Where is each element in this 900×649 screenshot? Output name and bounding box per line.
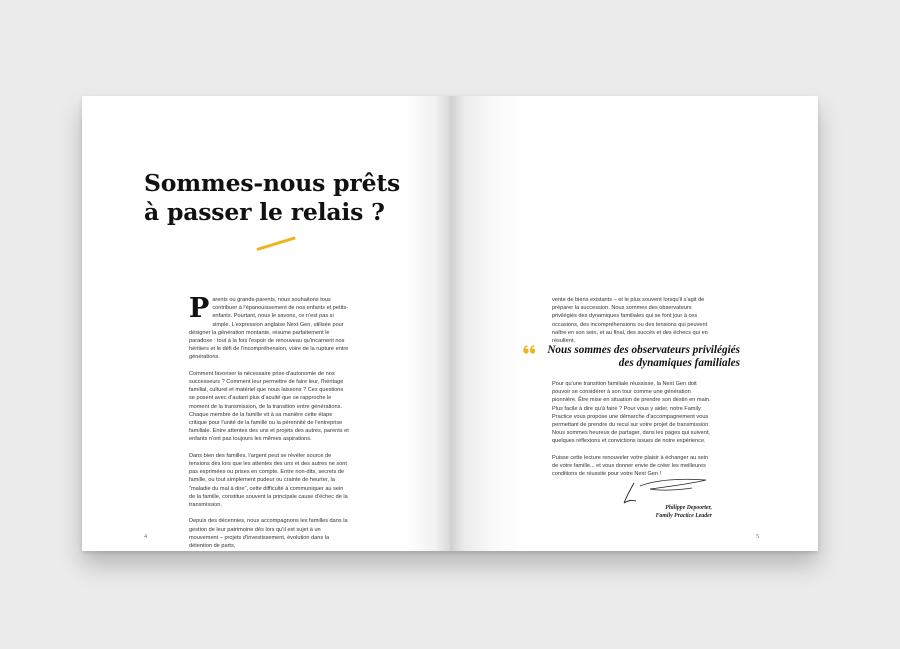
body-paragraph: Comment favoriser la nécessaire prise d'autonomie de nos successeurs ? Comment leur permettre de faire leur, l'héritage familial, culturel et matériel que nous laissons ? Ces questions se posent avec d'autant plus d'acuité que se rapproche le moment de la transmission, de la transition entre générations. Chaque membre de la famille vit à sa manière cette étape critique pour l'unité de la famille ou la pérennité de l'entreprise familiale. Entre attentes des uns et projets des autres, parents et enfants n'ont pas toujours les mêmes aspirations. [189,370,349,443]
page-number-right: 5 [756,534,759,540]
intro-paragraph: Parents ou grands-parents, nous souhaitons tous contribuer à l'épanouissement de nos enfants et petits-enfants. Pourtant, nous le savons, ce n'est pas si simple. L'expression anglaise Next Gen, utilisée pour désigner la génération montante, résume parfaitement le paradoxe : tout à la fois l'espoir de renouveau qu'incarnent nos héritiers et le défi de l'incompréhension, voire de la rupture entre générations. [189,293,349,361]
left-body-column [189,293,349,551]
article-title [144,169,404,227]
drop-cap: P [189,293,210,324]
title-line-2: à passer le relais ? [144,198,385,226]
body-paragraph: Puisse cette lecture renouveler votre plaisir à échanger au sein de votre famille... et vous donner envie de créer les meilleures conditions de réussite pour votre Next Gen ! [552,454,709,478]
pull-quote [520,344,740,370]
left-page [82,96,450,551]
page-number-left: 4 [144,534,147,540]
body-paragraph: vente de biens existants – et le plus souvent lorsqu'il s'agit de préparer la succession. Nous sommes des observateurs privilégiés des dynamiques familiales qui se font jour à ces occasions, des incompréhensions ou des tensions qui peuvent naître en son sein, et au final, des succès et des échecs qui en résultent. [552,297,708,345]
pull-quote-line-2: des dynamiques familiales [618,357,740,369]
pull-quote-line-1: Nous sommes des observateurs privilégiés [547,344,740,356]
body-paragraph: Pour qu'une transition familiale réussisse, la Next Gen doit pouvoir se considérer à son tour comme une génération pionnière. Être mise en situation de prendre son destin en main. Plus facile à dire qu'à faire ? Pour vous y aider, notre Family Practice vous propose une démarche d'accompagnement vous permettant de prendre du recul sur votre projet de transmission. Nous sommes heureux de partager, dans les pages qui suivent, quelques réflexions et convictions issues de notre expérience. [552,381,711,445]
handwritten-signature [620,478,710,506]
right-body-column-bottom [552,380,712,487]
body-paragraph: Dans bien des familles, l'argent peut se révéler source de tensions dès lors que les attentes des uns et des autres ne sont pas exprimées ou prises en compte. Entre non-dits, secrets de famille, ou tout simplement pudeur ou crainte de heurter, la "maladie du mal à dire", cette difficulté à communiquer au sein de la famille, constitue souvent la principale cause d'échec de la transmission. [189,452,348,509]
signatory [600,504,712,520]
signatory-title: Family Practice Leader [655,513,712,519]
right-page [450,96,818,551]
accent-rule [257,236,296,251]
magazine-spread [82,96,818,551]
signatory-name: Philippe Depoorter, [665,505,712,511]
body-paragraph: Depuis des décennies, nous accompagnons les familles dans la gestion de leur patrimoine dès lors qu'il est sujet à un mouvement – projets d'investissement, évolution dans la détention de parts, [189,518,348,550]
title-line-1: Sommes-nous prêts [144,169,401,197]
